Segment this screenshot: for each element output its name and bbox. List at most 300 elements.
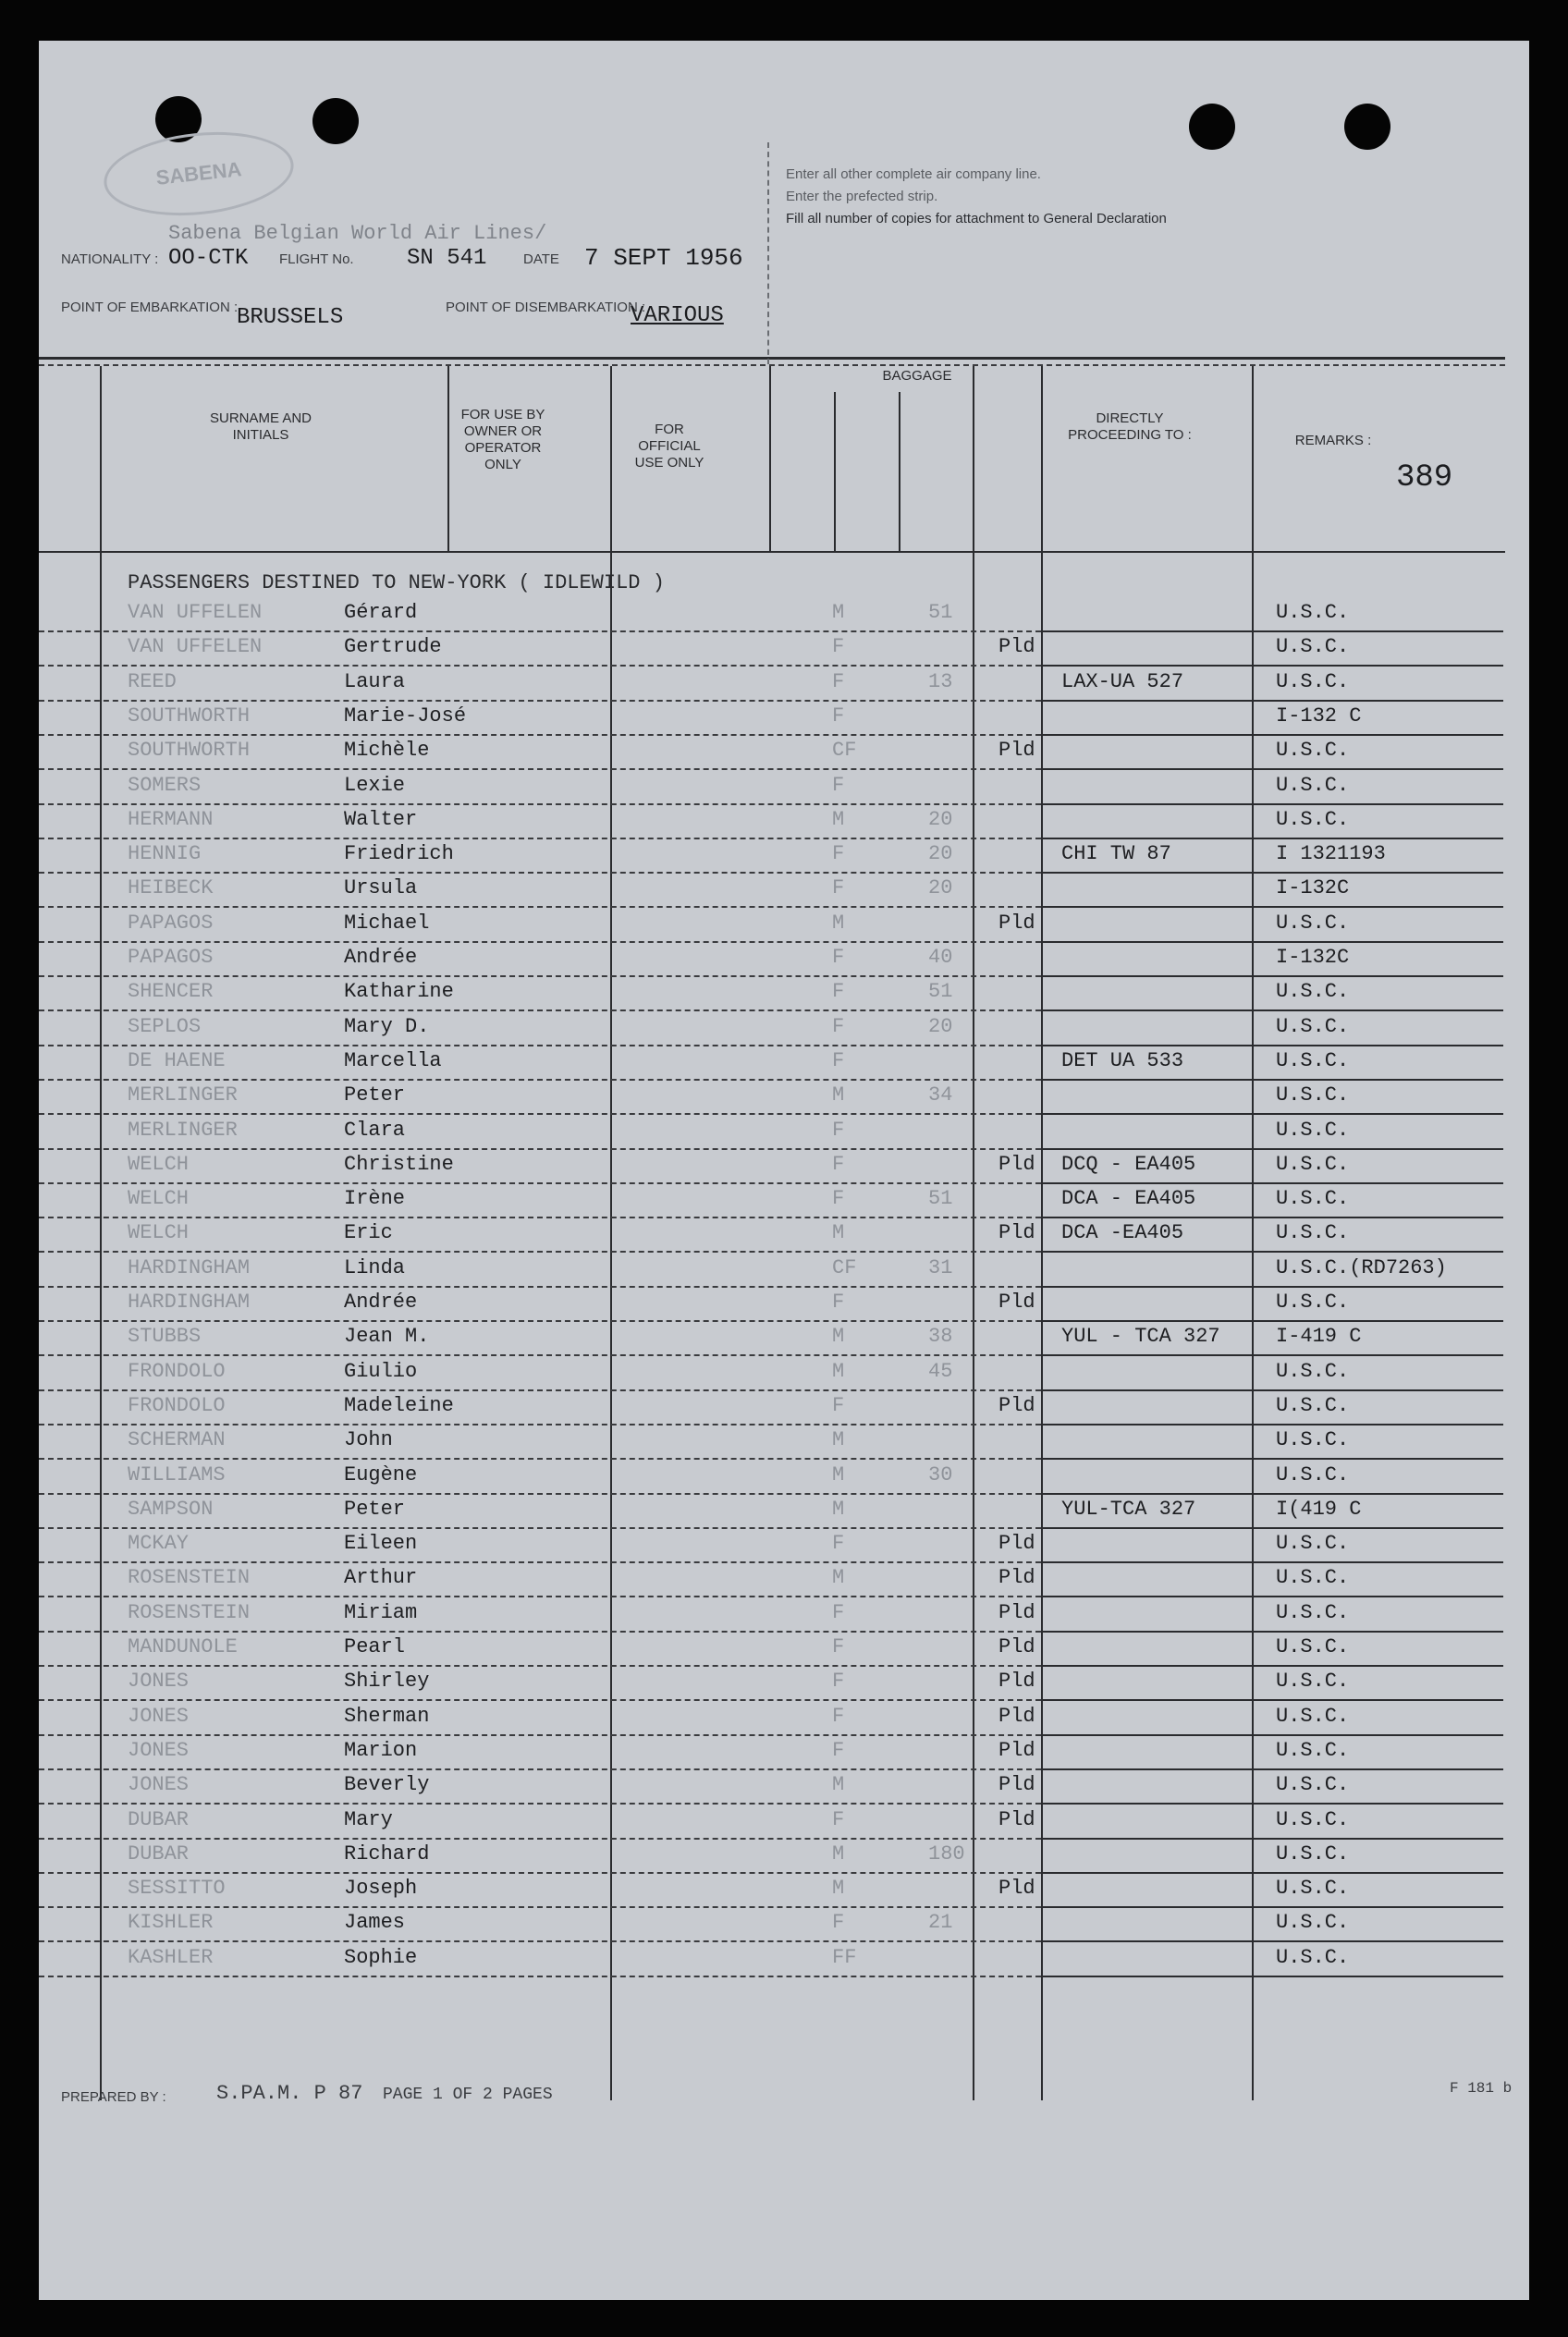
col-divider-3	[610, 366, 612, 2100]
passenger-remarks: U.S.C.	[1276, 1601, 1350, 1624]
passenger-surname: WILLIAMS	[128, 1463, 226, 1487]
passenger-remarks: I-132C	[1276, 876, 1350, 899]
passenger-first-name: Arthur	[344, 1566, 418, 1589]
punch-hole-3	[1189, 104, 1235, 150]
col-header-surname: SURNAME AND INITIALS	[209, 410, 312, 443]
passenger-first-name: Pearl	[344, 1635, 406, 1658]
row-rule	[39, 1113, 1041, 1115]
punch-hole-2	[312, 98, 359, 144]
passenger-surname: REED	[128, 670, 177, 693]
passenger-first-name: Peter	[344, 1083, 406, 1107]
row-rule	[39, 1493, 1041, 1495]
row-rule-right	[1041, 1424, 1503, 1425]
prepared-by-value: S.PA.M. P 87	[216, 2082, 363, 2105]
row-rule-right	[1041, 1768, 1503, 1770]
passenger-sex: F	[832, 1291, 845, 1314]
passenger-sex: F	[832, 1119, 845, 1142]
passenger-surname: WELCH	[128, 1153, 190, 1176]
passenger-remarks: U.S.C.	[1276, 1635, 1350, 1658]
row-rule	[39, 1458, 1041, 1460]
row-rule	[39, 1251, 1041, 1253]
passenger-sex: F	[832, 980, 845, 1003]
passenger-proceeding: DCA - EA405	[1061, 1187, 1196, 1210]
passenger-first-name: Peter	[344, 1498, 406, 1521]
row-rule-right	[1041, 1148, 1503, 1150]
passenger-visa: Pld	[998, 1532, 1035, 1555]
row-rule	[39, 1217, 1041, 1218]
passenger-visa: Pld	[998, 739, 1035, 762]
passenger-sex: M	[832, 1083, 845, 1107]
airline-name: Sabena Belgian World Air Lines/	[168, 222, 547, 245]
passenger-visa: Pld	[998, 1394, 1035, 1417]
passenger-remarks: U.S.C.	[1276, 635, 1350, 658]
prepared-by-label: PREPARED BY :	[61, 2089, 166, 2105]
passenger-surname: HENNIG	[128, 842, 202, 865]
passenger-remarks: U.S.C.	[1276, 739, 1350, 762]
passenger-remarks: U.S.C.	[1276, 1153, 1350, 1176]
passenger-first-name: John	[344, 1428, 393, 1451]
row-rule	[39, 1699, 1041, 1701]
col-divider-2	[447, 366, 449, 551]
passenger-sex: F	[832, 1635, 845, 1658]
row-rule-right	[1041, 1906, 1503, 1908]
passenger-remarks: U.S.C.	[1276, 1911, 1350, 1934]
row-rule	[39, 1838, 1041, 1840]
row-rule-right	[1041, 768, 1503, 770]
passenger-remarks: U.S.C.	[1276, 1566, 1350, 1589]
passenger-visa: Pld	[998, 1635, 1035, 1658]
passenger-age: 38	[928, 1325, 953, 1348]
passenger-surname: PAPAGOS	[128, 912, 214, 935]
passenger-visa: Pld	[998, 1291, 1035, 1314]
passenger-visa: Pld	[998, 1566, 1035, 1589]
passenger-first-name: Irène	[344, 1187, 406, 1210]
passenger-sex: M	[832, 1566, 845, 1589]
passenger-surname: DUBAR	[128, 1808, 190, 1831]
row-rule-right	[1041, 1045, 1503, 1046]
row-rule	[39, 838, 1041, 839]
disembarkation-label: POINT OF DISEMBARKATION :	[446, 300, 646, 315]
passenger-surname: HARDINGHAM	[128, 1291, 251, 1314]
row-rule	[39, 1906, 1041, 1908]
row-rule	[39, 1872, 1041, 1874]
passenger-remarks: U.S.C.	[1276, 1670, 1350, 1693]
row-rule	[39, 1045, 1041, 1046]
passenger-age: 45	[928, 1360, 953, 1383]
passenger-remarks: U.S.C.	[1276, 1394, 1350, 1417]
passenger-surname: KASHLER	[128, 1946, 214, 1969]
passenger-sex: F	[832, 670, 845, 693]
passenger-surname: ROSENSTEIN	[128, 1566, 251, 1589]
passenger-age: 51	[928, 980, 953, 1003]
col-header-proceeding: DIRECTLY PROCEEDING TO :	[1068, 410, 1192, 443]
col-divider-4	[769, 366, 771, 551]
passenger-sex: FF	[832, 1946, 857, 1969]
destination-note: PASSENGERS DESTINED TO NEW-YORK ( IDLEWILD )	[128, 571, 665, 594]
passenger-surname: HARDINGHAM	[128, 1256, 251, 1279]
passenger-age: 20	[928, 842, 953, 865]
row-rule-right	[1041, 1079, 1503, 1081]
page-of: PAGE 1 OF 2 PAGES	[383, 2086, 553, 2104]
passenger-first-name: Lexie	[344, 774, 406, 797]
col-header-official: FOR OFFICIAL USE ONLY	[634, 422, 704, 471]
passenger-surname: HERMANN	[128, 808, 214, 831]
row-rule-right	[1041, 1596, 1503, 1597]
passenger-visa: Pld	[998, 912, 1035, 935]
row-rule-right	[1041, 803, 1503, 805]
row-rule	[39, 1768, 1041, 1770]
instruction-3: Fill all number of copies for attachment to General Declaration	[786, 211, 1167, 226]
passenger-remarks: U.S.C.	[1276, 1877, 1350, 1900]
passenger-sex: M	[832, 1877, 845, 1900]
passenger-first-name: Walter	[344, 808, 418, 831]
passenger-first-name: Joseph	[344, 1877, 418, 1900]
passenger-sex: F	[832, 1049, 845, 1072]
passenger-remarks: U.S.C.	[1276, 670, 1350, 693]
passenger-first-name: Mary D.	[344, 1015, 430, 1038]
passenger-first-name: Miriam	[344, 1601, 418, 1624]
flight-label: FLIGHT No.	[279, 251, 354, 267]
row-rule-right	[1041, 1354, 1503, 1356]
instruction-1: Enter all other complete air company line.	[786, 166, 1041, 182]
passenger-remarks: U.S.C.	[1276, 980, 1350, 1003]
passenger-remarks: U.S.C.	[1276, 1773, 1350, 1796]
passenger-remarks: U.S.C.	[1276, 1221, 1350, 1244]
row-rule	[39, 1148, 1041, 1150]
passenger-remarks: U.S.C.	[1276, 808, 1350, 831]
passenger-remarks: I-132 C	[1276, 704, 1362, 728]
passenger-remarks: U.S.C.	[1276, 601, 1350, 624]
passenger-visa: Pld	[998, 1773, 1035, 1796]
passenger-surname: STUBBS	[128, 1325, 202, 1348]
row-rule	[39, 1527, 1041, 1529]
form-code: F 181 b	[1450, 2080, 1513, 2097]
passenger-surname: MCKAY	[128, 1532, 190, 1555]
row-rule-right	[1041, 906, 1503, 908]
passenger-sex: CF	[832, 739, 857, 762]
passenger-first-name: Gérard	[344, 601, 418, 624]
passenger-remarks: U.S.C.	[1276, 1015, 1350, 1038]
passenger-age: 20	[928, 876, 953, 899]
passenger-first-name: Friedrich	[344, 842, 454, 865]
passenger-surname: SOMERS	[128, 774, 202, 797]
passenger-sex: F	[832, 635, 845, 658]
passenger-remarks: I-419 C	[1276, 1325, 1362, 1348]
row-rule-right	[1041, 1217, 1503, 1218]
passenger-first-name: Madeleine	[344, 1394, 454, 1417]
col-divider-9	[1252, 366, 1254, 2100]
passenger-age: 20	[928, 1015, 953, 1038]
passenger-first-name: Michael	[344, 912, 430, 935]
passenger-sex: M	[832, 1221, 845, 1244]
row-rule	[39, 1596, 1041, 1597]
passenger-first-name: Shirley	[344, 1670, 430, 1693]
passenger-sex: F	[832, 946, 845, 969]
passenger-first-name: Richard	[344, 1842, 430, 1866]
row-rule-right	[1041, 1251, 1503, 1253]
passenger-remarks: U.S.C.	[1276, 1705, 1350, 1728]
passenger-surname: KISHLER	[128, 1911, 214, 1934]
passenger-sex: F	[832, 1670, 845, 1693]
row-rule-right	[1041, 1527, 1503, 1529]
passenger-proceeding: YUL - TCA 327	[1061, 1325, 1220, 1348]
date-label: DATE	[523, 251, 559, 267]
passenger-sex: M	[832, 1842, 845, 1866]
row-rule-right	[1041, 1803, 1503, 1805]
passenger-visa: Pld	[998, 1670, 1035, 1693]
passenger-surname: HEIBECK	[128, 876, 214, 899]
header-rule	[39, 357, 1505, 360]
row-rule-right	[1041, 975, 1503, 977]
passenger-sex: F	[832, 1532, 845, 1555]
passenger-remarks: U.S.C.	[1276, 1360, 1350, 1383]
passenger-age: 31	[928, 1256, 953, 1279]
page-number: 389	[1396, 460, 1453, 496]
passenger-first-name: Beverly	[344, 1773, 430, 1796]
flight-value: SN 541	[407, 246, 487, 271]
row-rule-right	[1041, 1320, 1503, 1322]
passenger-surname: MERLINGER	[128, 1119, 238, 1142]
passenger-first-name: Linda	[344, 1256, 406, 1279]
passenger-surname: ROSENSTEIN	[128, 1601, 251, 1624]
row-rule-right	[1041, 941, 1503, 943]
row-rule-right	[1041, 700, 1503, 702]
embarkation-value: BRUSSELS	[237, 305, 344, 330]
row-rule-right	[1041, 1976, 1503, 1977]
passenger-age: 21	[928, 1911, 953, 1934]
passenger-surname: WELCH	[128, 1187, 190, 1210]
passenger-surname: JONES	[128, 1705, 190, 1728]
punch-hole-4	[1344, 104, 1390, 150]
passenger-proceeding: DCA -EA405	[1061, 1221, 1184, 1244]
passenger-first-name: Marion	[344, 1739, 418, 1762]
passenger-sex: M	[832, 1360, 845, 1383]
header-rule-2	[39, 364, 1505, 366]
passenger-remarks: I-132C	[1276, 946, 1350, 969]
passenger-sex: F	[832, 1705, 845, 1728]
passenger-age: 13	[928, 670, 953, 693]
passenger-proceeding: YUL-TCA 327	[1061, 1498, 1196, 1521]
passenger-sex: F	[832, 876, 845, 899]
passenger-surname: MANDUNOLE	[128, 1635, 238, 1658]
row-rule	[39, 1354, 1041, 1356]
passenger-surname: WELCH	[128, 1221, 190, 1244]
passenger-sex: F	[832, 1187, 845, 1210]
passenger-sex: F	[832, 774, 845, 797]
row-rule	[39, 1665, 1041, 1667]
row-rule-right	[1041, 1182, 1503, 1184]
passenger-remarks: U.S.C.	[1276, 1083, 1350, 1107]
passenger-visa: Pld	[998, 1808, 1035, 1831]
passenger-sex: F	[832, 1601, 845, 1624]
passenger-surname: VAN UFFELEN	[128, 601, 263, 624]
passenger-first-name: Sherman	[344, 1705, 430, 1728]
passenger-remarks: U.S.C.	[1276, 1119, 1350, 1142]
passenger-remarks: U.S.C.	[1276, 774, 1350, 797]
passenger-first-name: Eugène	[344, 1463, 418, 1487]
row-rule-right	[1041, 1286, 1503, 1288]
passenger-first-name: Eric	[344, 1221, 393, 1244]
passenger-sex: M	[832, 1428, 845, 1451]
passenger-remarks: U.S.C.	[1276, 1532, 1350, 1555]
passenger-remarks: U.S.C.	[1276, 1463, 1350, 1487]
instruction-2: Enter the prefected strip.	[786, 189, 938, 204]
row-rule-right	[1041, 1009, 1503, 1011]
passenger-sex: F	[832, 1394, 845, 1417]
passenger-first-name: Katharine	[344, 980, 454, 1003]
passenger-age: 40	[928, 946, 953, 969]
passenger-remarks: U.S.C.(RD7263)	[1276, 1256, 1447, 1279]
passenger-first-name: Michèle	[344, 739, 430, 762]
passenger-sex: M	[832, 601, 845, 624]
passenger-remarks: I 1321193	[1276, 842, 1386, 865]
row-rule	[39, 1561, 1041, 1563]
passenger-remarks: U.S.C.	[1276, 1842, 1350, 1866]
row-rule	[39, 1182, 1041, 1184]
passenger-proceeding: DCQ - EA405	[1061, 1153, 1196, 1176]
row-rule-right	[1041, 1872, 1503, 1874]
row-rule-right	[1041, 1631, 1503, 1633]
row-rule	[39, 768, 1041, 770]
passenger-sex: M	[832, 1773, 845, 1796]
passenger-first-name: Andrée	[344, 1291, 418, 1314]
passenger-sex: F	[832, 1739, 845, 1762]
passenger-first-name: Andrée	[344, 946, 418, 969]
passenger-first-name: Laura	[344, 670, 406, 693]
row-rule	[39, 1286, 1041, 1288]
row-rule	[39, 1734, 1041, 1736]
passenger-sex: F	[832, 1808, 845, 1831]
col-divider-7	[973, 366, 974, 2100]
passenger-sex: F	[832, 1911, 845, 1934]
passenger-first-name: Clara	[344, 1119, 406, 1142]
passenger-surname: SOUTHWORTH	[128, 739, 251, 762]
passenger-surname: JONES	[128, 1739, 190, 1762]
passenger-proceeding: DET UA 533	[1061, 1049, 1184, 1072]
passenger-visa: Pld	[998, 1739, 1035, 1762]
passenger-first-name: Gertrude	[344, 635, 442, 658]
passenger-surname: PAPAGOS	[128, 946, 214, 969]
passenger-first-name: James	[344, 1911, 406, 1934]
passenger-surname: SEPLOS	[128, 1015, 202, 1038]
passenger-proceeding: CHI TW 87	[1061, 842, 1171, 865]
row-rule-right	[1041, 1113, 1503, 1115]
passenger-remarks: I(419 C	[1276, 1498, 1362, 1521]
passenger-visa: Pld	[998, 1877, 1035, 1900]
row-rule-right	[1041, 1389, 1503, 1391]
col-divider-6	[899, 392, 900, 551]
row-rule	[39, 1079, 1041, 1081]
passenger-first-name: Giulio	[344, 1360, 418, 1383]
passenger-first-name: Sophie	[344, 1946, 418, 1969]
passenger-surname: SCHERMAN	[128, 1428, 226, 1451]
sabena-stamp: SABENA	[100, 123, 298, 224]
dash-divider	[767, 142, 769, 364]
passenger-surname: JONES	[128, 1773, 190, 1796]
header-bottom-rule	[39, 551, 1505, 553]
passenger-visa: Pld	[998, 1601, 1035, 1624]
passenger-sex: M	[832, 1325, 845, 1348]
row-rule	[39, 1009, 1041, 1011]
row-rule	[39, 734, 1041, 736]
passenger-surname: SAMPSON	[128, 1498, 214, 1521]
passenger-surname: JONES	[128, 1670, 190, 1693]
passenger-visa: Pld	[998, 1153, 1035, 1176]
passenger-age: 30	[928, 1463, 953, 1487]
passenger-surname: DE HAENE	[128, 1049, 226, 1072]
passenger-age: 20	[928, 808, 953, 831]
col-divider-5	[834, 392, 836, 551]
row-rule-right	[1041, 1493, 1503, 1495]
passenger-first-name: Jean M.	[344, 1325, 430, 1348]
row-rule	[39, 1424, 1041, 1425]
passenger-sex: F	[832, 1153, 845, 1176]
row-rule-right	[1041, 665, 1503, 667]
passenger-first-name: Ursula	[344, 876, 418, 899]
passenger-surname: SOUTHWORTH	[128, 704, 251, 728]
passenger-age: 51	[928, 601, 953, 624]
passenger-first-name: Marie-José	[344, 704, 467, 728]
passenger-remarks: U.S.C.	[1276, 1049, 1350, 1072]
passenger-surname: SHENCER	[128, 980, 214, 1003]
passenger-surname: VAN UFFELEN	[128, 635, 263, 658]
passenger-age: 34	[928, 1083, 953, 1107]
row-rule	[39, 941, 1041, 943]
row-rule-right	[1041, 1458, 1503, 1460]
passenger-surname: FRONDOLO	[128, 1394, 226, 1417]
passenger-sex: M	[832, 912, 845, 935]
passenger-sex: F	[832, 1015, 845, 1038]
passenger-age: 51	[928, 1187, 953, 1210]
row-rule	[39, 700, 1041, 702]
row-rule	[39, 872, 1041, 874]
passenger-first-name: Eileen	[344, 1532, 418, 1555]
row-rule-right	[1041, 1561, 1503, 1563]
row-rule	[39, 1320, 1041, 1322]
passenger-age: 180	[928, 1842, 965, 1866]
col-header-baggage: BAGGAGE	[882, 368, 952, 384]
passenger-surname: FRONDOLO	[128, 1360, 226, 1383]
row-rule-right	[1041, 1699, 1503, 1701]
row-rule-right	[1041, 1665, 1503, 1667]
registration-label: NATIONALITY :	[61, 251, 159, 267]
passenger-visa: Pld	[998, 635, 1035, 658]
passenger-surname: MERLINGER	[128, 1083, 238, 1107]
passenger-sex: F	[832, 704, 845, 728]
row-rule	[39, 1631, 1041, 1633]
disembarkation-value: VARIOUS	[631, 303, 724, 328]
passenger-visa: Pld	[998, 1221, 1035, 1244]
row-rule-right	[1041, 734, 1503, 736]
passenger-sex: M	[832, 1463, 845, 1487]
passenger-surname: SESSITTO	[128, 1877, 226, 1900]
passenger-sex: CF	[832, 1256, 857, 1279]
passenger-sex: M	[832, 808, 845, 831]
col-header-remarks: REMARKS :	[1294, 433, 1372, 448]
row-rule	[39, 1976, 1041, 1977]
passenger-remarks: U.S.C.	[1276, 1946, 1350, 1969]
col-divider-8	[1041, 366, 1043, 2100]
passenger-surname: DUBAR	[128, 1842, 190, 1866]
passenger-remarks: U.S.C.	[1276, 912, 1350, 935]
row-rule-right	[1041, 630, 1503, 632]
passenger-remarks: U.S.C.	[1276, 1739, 1350, 1762]
passenger-first-name: Mary	[344, 1808, 393, 1831]
row-rule-right	[1041, 1940, 1503, 1942]
col-divider-1	[100, 366, 102, 2100]
passenger-remarks: U.S.C.	[1276, 1291, 1350, 1314]
passenger-visa: Pld	[998, 1705, 1035, 1728]
